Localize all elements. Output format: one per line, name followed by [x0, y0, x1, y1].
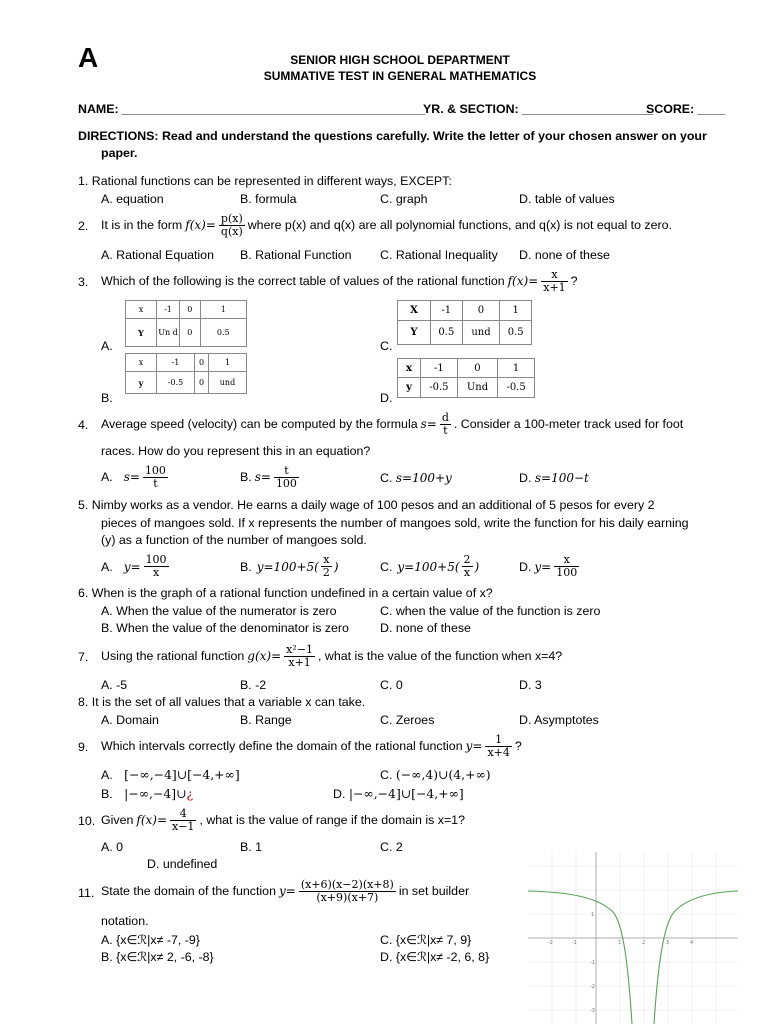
table-cell: Y [398, 321, 431, 345]
q7-numerator: x²−1 [286, 642, 313, 656]
q5-b-denominator: 2 [322, 566, 330, 579]
table-cell: 0 [194, 354, 208, 372]
table-cell: x [126, 354, 157, 372]
q9-b-label: B. [101, 787, 113, 801]
q3-denominator: x+1 [543, 280, 566, 294]
q3-pre: Which of the following is the correct table of values of the rational function [101, 274, 505, 288]
q9-c-expr: (−∞,4)∪(4,+∞) [395, 767, 491, 782]
q11-choice-d: D. {x∈ℛ|x≠ -2, 6, 8} [380, 950, 490, 964]
q9-c-label: C. [380, 768, 393, 782]
q1-choice-c: C. graph [380, 192, 428, 206]
q4-choice-d [519, 471, 589, 485]
q9-b-expr: |−∞,−4]∪ [124, 786, 187, 801]
q2-post: where p(x) and q(x) are all polynomial functions, and q(x) is not equal to zero. [247, 218, 672, 232]
q10-fx: f(x)= [136, 813, 168, 827]
q6-choice-d: D. none of these [380, 621, 471, 635]
q2-choice-a: A. Rational Equation [101, 248, 214, 262]
q11-pre: State the domain of the function [101, 884, 276, 898]
q7-pre: Using the rational function [101, 649, 245, 663]
score-field: SCORE: ____ [646, 102, 726, 116]
x-tick: 1 [618, 940, 622, 946]
q3-label-a: A. [101, 339, 113, 353]
table-cell: 0 [180, 301, 201, 319]
table-cell: 0.5 [500, 321, 532, 345]
q4-b-label: B. [240, 470, 252, 484]
table-cell: 0 [462, 301, 500, 321]
q2-choice-c: C. Rational Inequality [380, 248, 498, 262]
q11-numerator: (x+6)(x−2)(x+8) [300, 877, 394, 891]
q5-d-numerator: x [554, 554, 579, 567]
q5-b-fraction [321, 554, 332, 579]
q4-denominator: t [443, 423, 448, 437]
q7-post: , what is the value of the function when x=4? [318, 649, 563, 663]
q4-choice-a [101, 461, 168, 493]
q2-number: 2. [78, 219, 89, 233]
q9-choice-b [101, 786, 193, 801]
q3-numerator: x [541, 269, 567, 282]
q5-c-fraction [462, 554, 473, 579]
q8-choice-d: D. Asymptotes [519, 713, 599, 727]
q4-a-fraction [143, 465, 168, 490]
q4-b-numerator: t [274, 465, 299, 478]
q7-fraction [284, 644, 315, 669]
q5-choice-b [240, 550, 339, 583]
table-cell: -1 [157, 354, 195, 372]
q5-a-denominator: x [152, 566, 160, 579]
q9-number: 9. [78, 740, 89, 754]
table-cell: 1 [200, 301, 246, 319]
q7-choice-a: A. -5 [101, 678, 128, 692]
q7-denominator: x+1 [288, 655, 311, 669]
q5-d-fraction [554, 554, 579, 579]
q8-choice-c: C. Zeroes [380, 713, 435, 727]
q3-label-c: C. [380, 339, 393, 353]
q2-numerator: p(x) [220, 211, 243, 225]
q5-line2: pieces of mangoes sold. If x represents the number of mangoes sold, write the function for his daily earning [101, 516, 689, 530]
table-cell: 1 [500, 301, 532, 321]
q5-c-label: C. [380, 559, 393, 574]
q4-number: 4. [78, 418, 89, 432]
q10-fraction [170, 808, 196, 833]
q4-c-label: C. [380, 471, 393, 485]
table-cell: -1 [157, 301, 180, 319]
q7-choice-d: D. 3 [519, 678, 542, 692]
table-cell: 1 [209, 354, 247, 372]
q7-choice-c: C. 0 [380, 678, 403, 692]
q9-line [101, 729, 522, 763]
table-cell: 0.5 [200, 319, 246, 347]
q9-d-label: D. [333, 787, 346, 801]
q9-choice-a [101, 767, 240, 782]
table-cell: Un d [157, 319, 180, 347]
q5-a-label: A. [101, 559, 113, 574]
q4-fraction [440, 412, 451, 437]
q5-b-label: B. [240, 559, 252, 574]
q2-pre: It is in the form [101, 218, 183, 232]
table-cell: 0 [457, 359, 497, 378]
q10-number: 10. [78, 814, 96, 828]
q11-denominator: (x+9)(x+7) [316, 890, 379, 904]
q9-post: ? [514, 739, 522, 753]
q2-line [101, 207, 672, 243]
q10-choice-c: C. 2 [380, 840, 403, 854]
department-title: SENIOR HIGH SCHOOL DEPARTMENT [290, 53, 510, 67]
q6-choice-b: B. When the value of the denominator is zero [101, 621, 349, 635]
table-cell: y [126, 372, 157, 394]
table-cell: -1 [431, 301, 463, 321]
q8-text: 8. It is the set of all values that a variable x can take. [78, 695, 366, 709]
q6-choice-c: C. when the value of the function is zero [380, 604, 601, 618]
q3-line [101, 264, 578, 298]
q9-b-mark: ¿ [186, 786, 194, 801]
q10-line [101, 803, 465, 837]
q4-post: . Consider a 100-meter track used for foot [453, 417, 684, 431]
table-cell: und [209, 372, 247, 394]
table-cell: -0.5 [498, 378, 535, 398]
table-cell: X [398, 301, 431, 321]
table-cell: Y [126, 319, 157, 347]
q3-fraction [541, 269, 567, 294]
q5-line1: 5. Nimby works as a vendor. He earns a daily wage of 100 pesos and an additional of 5 pesos for every 2 [78, 498, 655, 512]
q11-fraction [299, 879, 396, 904]
q5-b-pre: y=100+5( [256, 559, 319, 574]
q5-a-fraction [144, 554, 169, 579]
q3-label-b: B. [101, 391, 113, 405]
table-cell: 0 [194, 372, 208, 394]
q5-choice-c [380, 550, 479, 583]
q9-a-label: A. [101, 768, 113, 782]
q3-number: 3. [78, 275, 89, 289]
q1-choice-b: B. formula [240, 192, 297, 206]
q11-number: 11. [78, 886, 95, 900]
q4-c-expr: s=100+y [395, 471, 452, 485]
q9-pre: Which intervals correctly define the domain of the rational function [101, 739, 463, 753]
q10-pre: Given [101, 813, 134, 827]
q5-d-y: y= [534, 559, 552, 574]
q4-numerator: d [441, 410, 449, 424]
q5-c-numerator: 2 [463, 553, 471, 566]
q7-line [101, 639, 562, 673]
q5-a-y: y= [123, 559, 141, 574]
x-tick: -1 [572, 940, 577, 946]
q5-b-numerator: x [321, 554, 332, 567]
table-cell: 1 [498, 359, 535, 378]
y-tick: -3 [590, 1008, 595, 1014]
q3-fx: f(x)= [507, 274, 539, 288]
q4-line2: races. How do you represent this in an equation? [101, 444, 371, 458]
q4-d-label: D. [519, 471, 532, 485]
y-tick: 1 [591, 912, 595, 918]
y-tick: -1 [590, 960, 595, 966]
q5-a-numerator: 100 [145, 553, 167, 566]
q4-d-expr: s=100−t [534, 471, 589, 485]
q11-y: y= [278, 884, 296, 898]
q3-post: ? [570, 274, 578, 288]
q9-numerator: 1 [485, 734, 511, 747]
q8-choice-b: B. Range [240, 713, 292, 727]
q4-choice-c [380, 471, 452, 485]
q11-choice-b: B. {x∈ℛ|x≠ 2, -6, -8} [101, 950, 214, 964]
q9-fraction [485, 734, 511, 759]
q5-choice-d [519, 550, 579, 583]
q4-a-label: A. [101, 470, 113, 484]
q10-choice-a: A. 0 [101, 840, 124, 854]
q4-line [101, 407, 683, 441]
q4-b-denominator: 100 [275, 476, 297, 490]
q8-choice-a: A. Domain [101, 713, 159, 727]
q3-table-a [125, 300, 247, 347]
q9-a-expr: [−∞,−4]∪[−4,+∞] [124, 767, 240, 782]
directions-line2: paper. [101, 146, 138, 160]
section-field: YR. & SECTION: ___________________ [423, 102, 654, 116]
q4-a-s: s= [123, 470, 140, 484]
q11-choice-a: A. {x∈ℛ|x≠ -7, -9} [101, 933, 200, 947]
q5-c-pre: y=100+5( [397, 559, 460, 574]
q7-choice-b: B. -2 [240, 678, 267, 692]
table-cell: y [398, 378, 421, 398]
table-cell: -0.5 [157, 372, 195, 394]
q11-post: in set builder [398, 884, 470, 898]
q7-gx: g(x)= [247, 649, 282, 663]
q4-a-numerator: 100 [144, 463, 166, 477]
q4-b-s: s= [254, 470, 271, 484]
q2-denominator: q(x) [220, 224, 243, 238]
q9-d-expr: |−∞,−4]∪[−4,+∞] [348, 786, 464, 801]
name-field: NAME: ____________________________________________ [78, 102, 426, 116]
q2-choice-b: B. Rational Function [240, 248, 352, 262]
q9-choice-d [333, 786, 464, 801]
q11-line [101, 873, 469, 909]
q10-choice-b: B. 1 [240, 840, 263, 854]
table-cell: -0.5 [421, 378, 458, 398]
x-tick: 2 [642, 940, 646, 946]
q2-fraction [219, 213, 245, 238]
q4-s: s= [420, 417, 437, 431]
q1-choice-d: D. table of values [519, 192, 615, 206]
q10-denominator: x−1 [172, 819, 195, 833]
set-letter: A [78, 42, 99, 73]
q1-text: 1. Rational functions can be represented in different ways, EXCEPT: [78, 174, 452, 188]
rational-function-graph [528, 852, 738, 1024]
q5-c-denominator: x [463, 566, 471, 579]
table-cell: 0.5 [431, 321, 463, 345]
q2-fx: f(x)= [185, 218, 216, 232]
q10-numerator: 4 [170, 808, 196, 821]
test-title: SUMMATIVE TEST IN GENERAL MATHEMATICS [263, 69, 537, 83]
q3-label-d: D. [380, 391, 393, 405]
q10-choice-d: D. undefined [147, 857, 218, 871]
q5-d-denominator: 100 [556, 566, 578, 579]
q9-y: y= [465, 739, 483, 753]
table-cell: x [398, 359, 421, 378]
q5-line3: (y) as a function of the number of mangoes sold. [101, 533, 367, 547]
q3-table-b [125, 353, 247, 394]
q6-text: 6. When is the graph of a rational function undefined in a certain value of x? [78, 586, 493, 600]
q5-b-post: ) [333, 559, 339, 574]
x-tick: -2 [548, 940, 553, 946]
q5-c-post: ) [474, 559, 480, 574]
table-cell: und [462, 321, 500, 345]
table-cell: x [126, 301, 157, 319]
x-tick: 4 [690, 940, 694, 946]
q5-choice-a [101, 550, 169, 583]
q4-a-denominator: t [153, 476, 158, 490]
q9-choice-c [380, 767, 491, 782]
q6-choice-a: A. When the value of the numerator is zero [101, 604, 337, 618]
q1-choice-a: A. equation [101, 192, 164, 206]
q10-post: , what is the value of range if the domain is x=1? [199, 813, 465, 827]
table-cell: -1 [421, 359, 458, 378]
q5-d-label: D. [519, 559, 532, 574]
q4-pre: Average speed (velocity) can be computed by the formula [101, 417, 418, 431]
q3-table-c [397, 300, 532, 345]
q4-b-fraction [274, 465, 299, 490]
y-tick: -2 [590, 984, 595, 990]
q9-denominator: x+4 [487, 745, 510, 759]
directions-line1: DIRECTIONS: Read and understand the questions carefully. Write the letter of your chosen answer on your [78, 129, 707, 143]
table-cell: Und [457, 378, 497, 398]
q7-number: 7. [78, 650, 89, 664]
x-tick: 3 [666, 940, 670, 946]
q11-line2: notation. [101, 914, 149, 928]
q11-choice-c: C. {x∈ℛ|x≠ 7, 9} [380, 933, 472, 947]
q2-choice-d: D. none of these [519, 248, 610, 262]
q4-choice-b [240, 461, 299, 493]
q3-table-d [397, 358, 535, 398]
table-cell: 0 [180, 319, 201, 347]
